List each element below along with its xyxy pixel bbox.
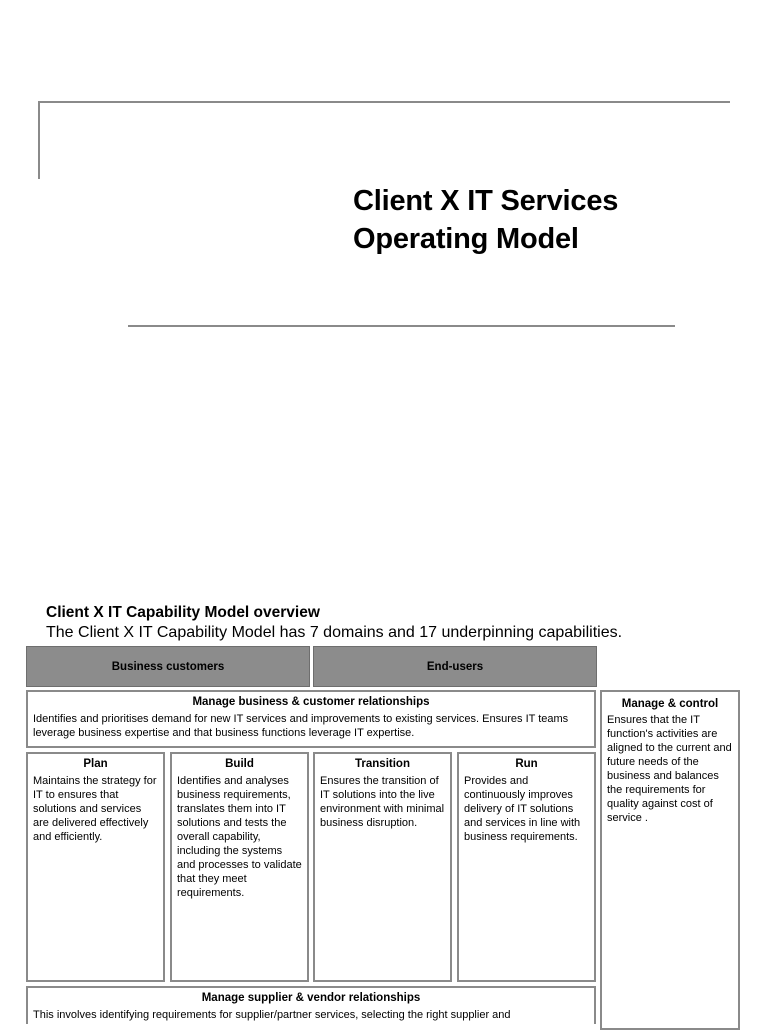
relationships-heading: Manage business & customer relationships: [192, 696, 430, 708]
control-heading: Manage & control: [621, 698, 719, 710]
domain-transition-body: Ensures the transition of IT solutions into the live environment with minimal business disruption.: [320, 775, 445, 829]
relationships-body: Identifies and prioritises demand for new IT services and improvements to existing services. Ensures IT teams leverage business expertise and that business functions leverage IT expertise.: [33, 713, 569, 739]
supplier-box: [26, 986, 596, 1024]
domain-plan-box: [26, 752, 165, 982]
domain-plan-heading: Plan: [83, 758, 108, 770]
domain-run-body: Provides and continuously improves delivery of IT solutions and services in line with business requirements.: [464, 775, 581, 843]
title-underline: [128, 325, 675, 327]
relationships-box: [26, 690, 596, 748]
page-title: [353, 182, 618, 258]
domain-build-heading: Build: [225, 758, 254, 770]
top-frame-line: [38, 101, 730, 103]
domain-plan-body: Maintains the strategy for IT to ensures that solutions and services are delivered effectively and efficiently.: [33, 775, 157, 843]
domain-transition-heading: Transition: [355, 758, 410, 770]
section-heading: Client X IT Capability Model overview: [46, 604, 320, 621]
domain-run-box: [457, 752, 596, 982]
control-box: [600, 690, 740, 1030]
supplier-body: This involves identifying requirements for supplier/partner services, selecting the right supplier and: [33, 1009, 511, 1021]
domain-transition-box: [313, 752, 452, 982]
end-users-box: [313, 646, 597, 687]
domain-build-body: Identifies and analyses business requirements, translates them into IT solutions and tests the overall capability, including the systems and processes to validate that they meet requirements.: [177, 775, 302, 899]
page-title-line-2: Operating Model: [353, 223, 579, 255]
domain-run-heading: Run: [515, 758, 538, 770]
page-title-line-1: Client X IT Services: [353, 185, 619, 217]
business-customers-label: Business customers: [111, 660, 225, 673]
left-frame-line: [38, 101, 40, 179]
domain-build-box: [170, 752, 309, 982]
end-users-label: End-users: [426, 660, 484, 673]
business-customers-box: [26, 646, 310, 687]
supplier-heading: Manage supplier & vendor relationships: [201, 992, 421, 1004]
control-body: Ensures that the IT function's activities are aligned to the current and future needs of the business and balances the requirements for quality against cost of service .: [607, 714, 732, 824]
section-subheading: The Client X IT Capability Model has 7 domains and 17 underpinning capabilities.: [46, 624, 623, 641]
